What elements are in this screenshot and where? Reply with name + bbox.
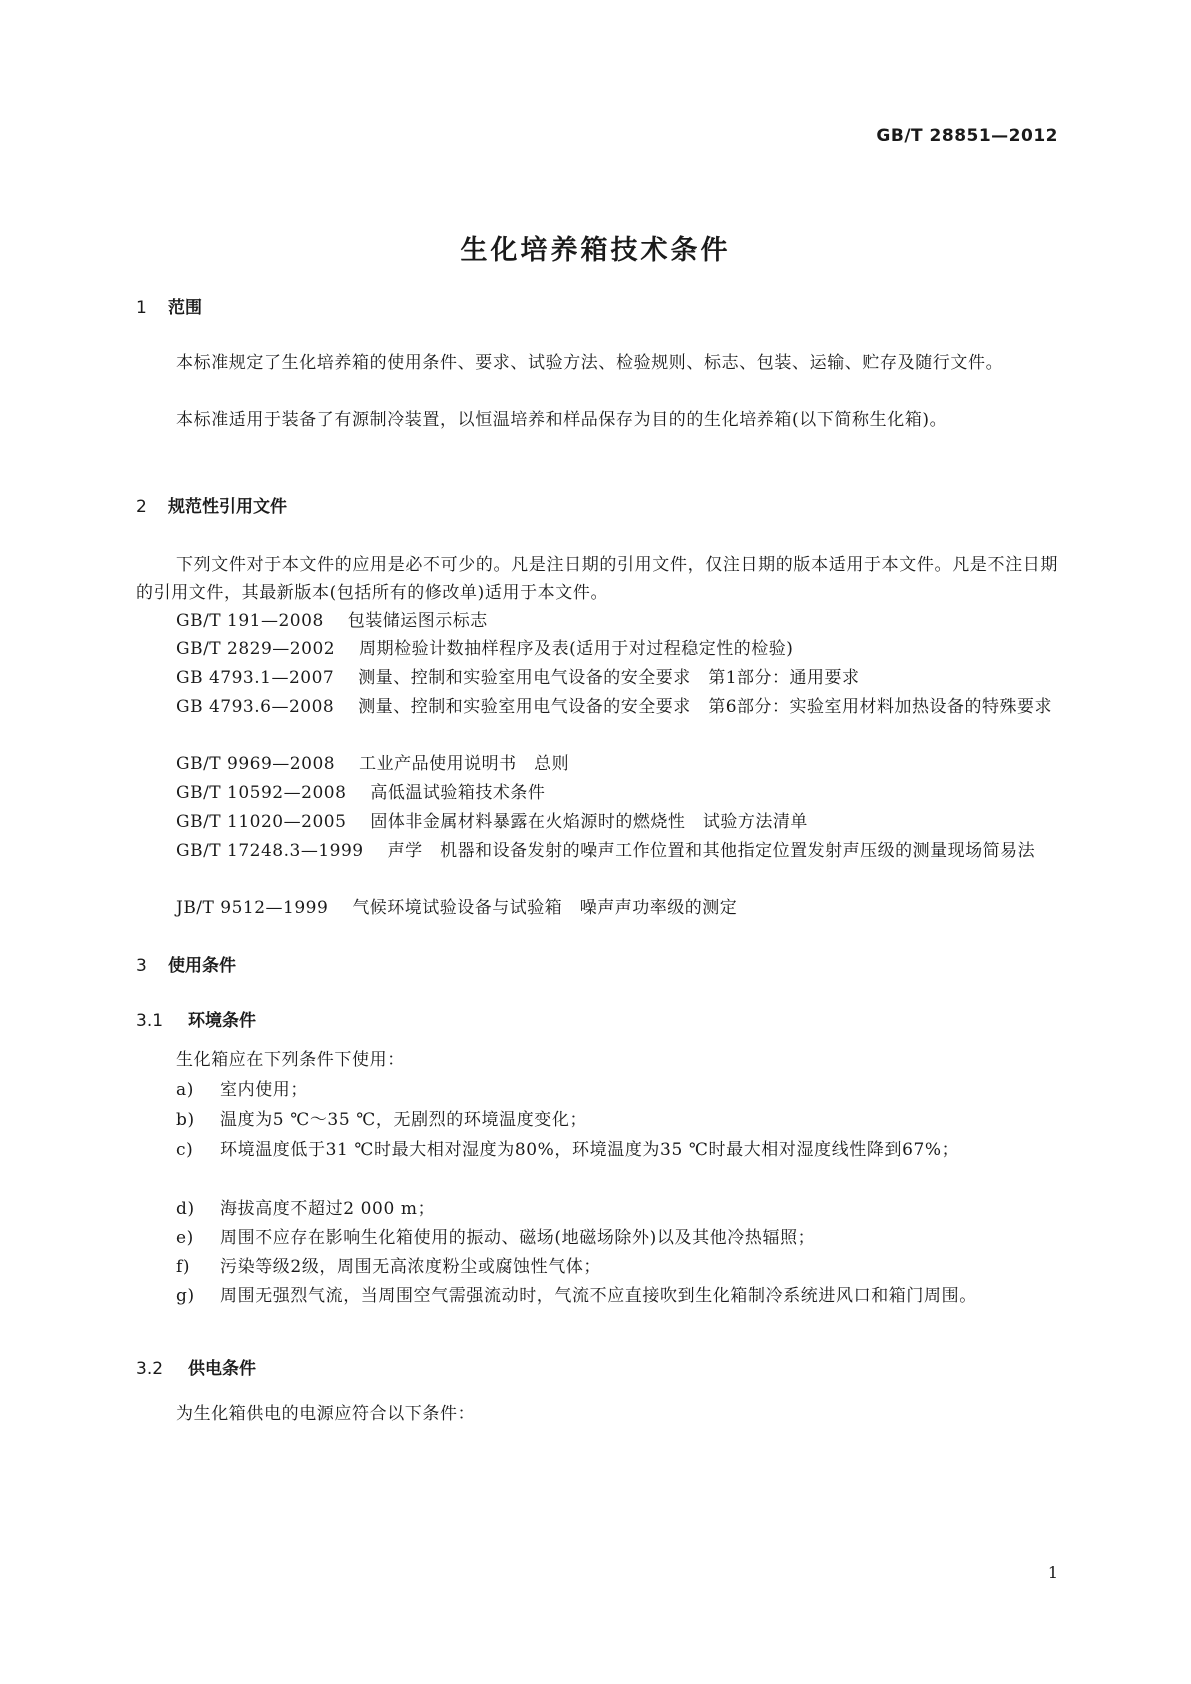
- item-label: b): [176, 1110, 195, 1130]
- section-3-1-heading: [136, 1010, 256, 1032]
- page-number: 1: [1047, 1563, 1058, 1582]
- section-number: 3.2: [136, 1359, 164, 1379]
- item-text: 室内使用；: [220, 1080, 308, 1100]
- item-text: 海拔高度不超过2 000 m；: [220, 1199, 436, 1219]
- reference-item: [136, 750, 1058, 778]
- reference-item: [136, 607, 1058, 635]
- reference-item: [136, 664, 1058, 692]
- reference-code: GB/T 9969—2008: [176, 754, 336, 774]
- condition-item: [176, 1224, 1058, 1253]
- item-text: 周围无强烈气流，当周围空气需强流动时，气流不应直接吹到生化箱制冷系统进风口和箱门周围。: [220, 1286, 977, 1306]
- reference-code: GB/T 10592—2008: [176, 783, 347, 803]
- section-number: 2: [136, 497, 147, 517]
- reference-code: GB/T 191—2008: [176, 611, 324, 631]
- item-text: 污染等级2级，周围无高浓度粉尘或腐蚀性气体；: [220, 1257, 602, 1277]
- reference-code: GB 4793.1—2007: [176, 668, 335, 688]
- scope-paragraph-2: 本标准适用于装备了有源制冷装置，以恒温培养和样品保存为目的的生化培养箱(以下简称生化箱)。: [176, 410, 948, 430]
- reference-item: [136, 808, 1058, 836]
- condition-item: [176, 1076, 1058, 1105]
- reference-title: 工业产品使用说明书 总则: [359, 754, 570, 774]
- reference-item: [136, 779, 1058, 807]
- condition-item: [176, 1253, 1058, 1282]
- reference-title: 气候环境试验设备与试验箱 噪声声功率级的测定: [352, 898, 738, 918]
- standard-code: GB/T 28851—2012: [876, 126, 1058, 146]
- item-text: 周围不应存在影响生化箱使用的振动、磁场(地磁场除外)以及其他冷热辐照；: [220, 1228, 816, 1248]
- environment-intro: 生化箱应在下列条件下使用：: [176, 1050, 405, 1070]
- item-label: e): [176, 1228, 194, 1248]
- condition-item: [176, 1106, 1058, 1135]
- reference-title: 周期检验计数抽样程序及表(适用于对过程稳定性的检验): [359, 639, 794, 659]
- reference-title: 测量、控制和实验室用电气设备的安全要求 第6部分：实验室用材料加热设备的特殊要求: [358, 697, 1053, 717]
- scope-paragraph-1: 本标准规定了生化培养箱的使用条件、要求、试验方法、检验规则、标志、包装、运输、贮存及随行文件。: [176, 353, 1004, 373]
- reference-code: GB/T 17248.3—1999: [176, 841, 364, 861]
- item-text: 温度为5 ℃～35 ℃，无剧烈的环境温度变化；: [220, 1110, 588, 1130]
- references-intro: 下列文件对于本文件的应用是必不可少的。凡是注日期的引用文件，仅注日期的版本适用于本文件。凡是不注日期的引用文件，其最新版本(包括所有的修改单)适用于本文件。: [136, 555, 1058, 603]
- reference-code: GB/T 2829—2002: [176, 639, 336, 659]
- power-intro: 为生化箱供电的电源应符合以下条件：: [176, 1404, 476, 1424]
- reference-item: [136, 894, 1058, 922]
- section-title: 使用条件: [168, 956, 236, 976]
- reference-item: [136, 837, 1058, 865]
- item-label: d): [176, 1199, 195, 1219]
- section-title: 供电条件: [188, 1359, 256, 1379]
- section-3-heading: [136, 955, 236, 977]
- reference-item: [136, 693, 1058, 721]
- reference-code: GB 4793.6—2008: [176, 697, 335, 717]
- section-1-heading: [136, 297, 202, 319]
- item-text: 环境温度低于31 ℃时最大相对湿度为80%，环境温度为35 ℃时最大相对湿度线性降到67%；: [220, 1140, 960, 1160]
- section-title: 环境条件: [188, 1011, 256, 1031]
- section-number: 1: [136, 298, 147, 318]
- item-label: a): [176, 1080, 194, 1100]
- condition-item: [176, 1195, 1058, 1224]
- reference-code: JB/T 9512—1999: [176, 898, 329, 918]
- section-number: 3.1: [136, 1011, 164, 1031]
- reference-title: 包装储运图示标志: [347, 611, 488, 631]
- item-label: g): [176, 1286, 195, 1306]
- section-title: 范围: [168, 298, 202, 318]
- reference-item: [136, 635, 1058, 663]
- reference-title: 测量、控制和实验室用电气设备的安全要求 第1部分：通用要求: [358, 668, 860, 688]
- condition-item: [176, 1282, 1058, 1311]
- reference-title: 固体非金属材料暴露在火焰源时的燃烧性 试验方法清单: [370, 812, 808, 832]
- reference-title: 高低温试验箱技术条件: [370, 783, 546, 803]
- reference-title: 声学 机器和设备发射的噪声工作位置和其他指定位置发射声压级的测量现场简易法: [387, 841, 1036, 861]
- section-number: 3: [136, 956, 147, 976]
- item-label: c): [176, 1140, 194, 1160]
- section-3-2-heading: [136, 1358, 256, 1380]
- section-title: 规范性引用文件: [168, 497, 287, 517]
- reference-code: GB/T 11020—2005: [176, 812, 347, 832]
- document-title: 生化培养箱技术条件: [460, 235, 731, 266]
- item-label: f): [176, 1257, 191, 1277]
- section-2-heading: [136, 496, 287, 518]
- condition-item: [176, 1136, 1058, 1165]
